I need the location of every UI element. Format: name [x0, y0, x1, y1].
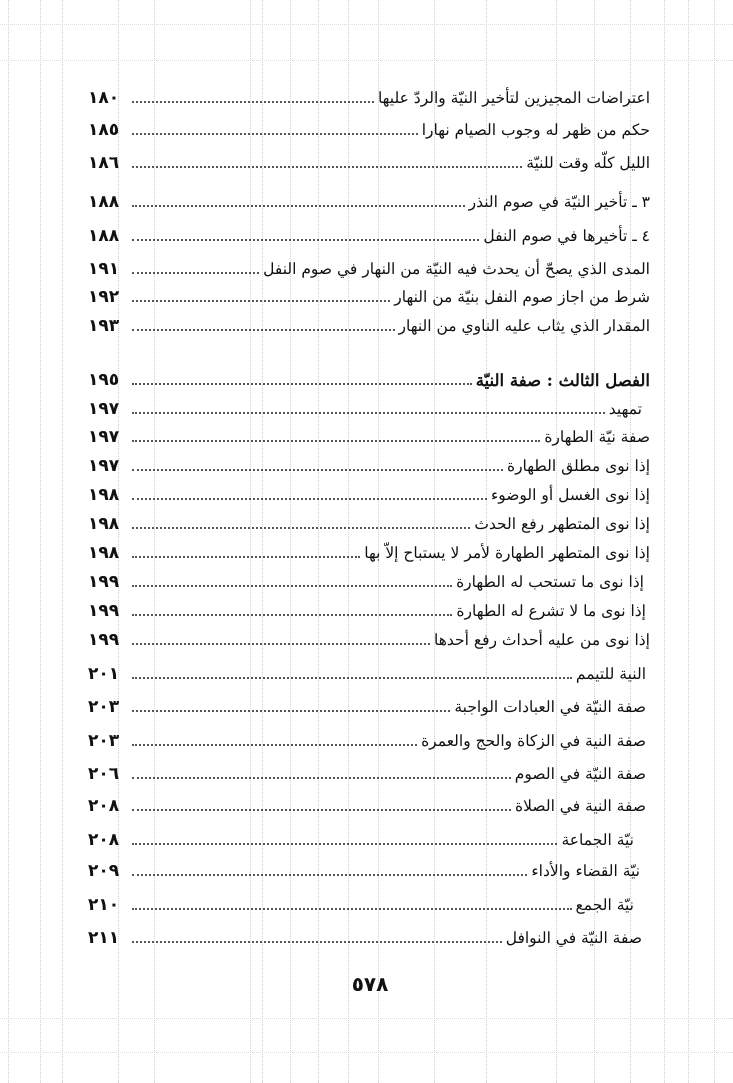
toc-entry [88, 694, 650, 720]
toc-entry [88, 256, 650, 282]
toc-entry [88, 892, 650, 918]
toc-entry-page: ١٩٣ [88, 316, 120, 336]
toc-entry [88, 598, 650, 624]
toc-entry-title: إذا نوى المتطهر الطهارة لأمر لا يستباح إلاّ بها [364, 544, 650, 562]
toc-entry [88, 189, 650, 215]
toc-entry [88, 728, 650, 754]
toc-entry-title: ٣ ـ تأخير النيّة في صوم النذر [468, 193, 650, 211]
toc-entry-page: ١٩٥ [88, 370, 120, 390]
dot-leader [132, 843, 557, 845]
toc-entry [88, 284, 650, 310]
dot-leader [132, 677, 572, 679]
toc-entry-page: ١٩٨ [88, 485, 120, 505]
toc-entry-title: نيّة الجماعة [561, 831, 634, 849]
toc-entry-title: إذا نوى ما لا تشرع له الطهارة [456, 602, 646, 620]
toc-entry-page: ٢٠٨ [88, 796, 120, 816]
toc-entry-title: صفة النيّة في الصوم [514, 765, 646, 783]
toc-entry-title: الفصل الثالث : صفة النيّة [475, 370, 650, 390]
toc-entry [88, 511, 650, 537]
toc-entry-title: إذا نوى الغسل أو الوضوء [490, 486, 650, 504]
toc-entry-page: ٢٠٣ [88, 697, 120, 717]
toc-entry-title: المقدار الذي يثاب عليه الناوي من النهار [398, 317, 650, 335]
toc-entry-title: ٤ ـ تأخيرها في صوم النفل [483, 227, 650, 245]
toc-entry [88, 223, 650, 249]
toc-entry-title: المدى الذي يصحّ أن يحدث فيه النيّة من النهار في صوم النفل [263, 260, 650, 278]
toc-entry-title: صفة النية في الصلاة [515, 797, 646, 815]
toc-entry-title: صفة النيّة في العبادات الواجبة [454, 698, 646, 716]
toc-entry-title: صفة النية في الزكاة والحج والعمرة [421, 732, 646, 750]
toc-entry-page: ١٩٨ [88, 543, 120, 563]
toc-entry-title: صفة النيّة في النوافل [505, 929, 642, 947]
toc-chapter-heading [88, 367, 650, 393]
dot-leader [132, 498, 487, 500]
toc-entry-title: الليل كلّه وقت للنيّة [526, 154, 650, 172]
toc-entry-page: ١٩٧ [88, 456, 120, 476]
dot-leader [132, 710, 450, 712]
dot-leader [132, 440, 540, 442]
toc-entry-page: ١٩٩ [88, 630, 120, 650]
toc-entry-page: ١٨٨ [88, 226, 120, 246]
toc-entry [88, 540, 650, 566]
toc-entry [88, 424, 650, 450]
dot-leader [132, 239, 479, 241]
dot-leader [132, 412, 605, 414]
toc-entry [88, 793, 650, 819]
toc-entry-page: ٢٠٨ [88, 830, 120, 850]
dot-leader [132, 166, 522, 168]
dot-leader [132, 205, 465, 207]
toc-entry-page: ٢٠٦ [88, 764, 120, 784]
toc-entry [88, 858, 650, 884]
toc-entry-page: ١٩٢ [88, 287, 120, 307]
toc-entry-page: ١٨٠ [88, 88, 120, 108]
toc-entry-page: ٢٠٩ [88, 861, 120, 881]
toc-entry-page: ١٩٩ [88, 601, 120, 621]
toc-entry-page: ١٩٩ [88, 572, 120, 592]
toc-entry-page: ١٩٨ [88, 514, 120, 534]
toc-entry-title: اعتراضات المجيزين لتأخير النيّة والردّ عليها [377, 89, 650, 107]
toc-entry [88, 453, 650, 479]
toc-entry [88, 661, 650, 687]
toc-entry-page: ١٩٧ [88, 427, 120, 447]
dot-leader [132, 585, 452, 587]
dot-leader [132, 383, 472, 385]
toc-entry [88, 827, 650, 853]
toc-entry [88, 761, 650, 787]
toc-entry-title: إذا نوى من عليه أحداث رفع أحدها [434, 631, 650, 649]
dot-leader [132, 329, 395, 331]
toc-entry-title: صفة نيّة الطهارة [544, 428, 650, 446]
dot-leader [132, 556, 360, 558]
dot-leader [132, 300, 390, 302]
toc-entry [88, 925, 650, 951]
dot-leader [132, 809, 511, 811]
dot-leader [132, 643, 430, 645]
dot-leader [132, 941, 502, 943]
toc-entry-page: ١٩٧ [88, 399, 120, 419]
dot-leader [132, 527, 470, 529]
toc-entry-page: ١٨٨ [88, 192, 120, 212]
toc-entry [88, 117, 650, 143]
dot-leader [132, 272, 259, 274]
toc-entry [88, 396, 650, 422]
toc-entry-page: ٢١١ [88, 928, 120, 948]
toc-entry-page: ١٨٦ [88, 153, 120, 173]
dot-leader [132, 133, 418, 135]
toc-entry-title: شرط من اجاز صوم النفل بنيّة من النهار [394, 288, 650, 306]
toc-entry-page: ٢٠١ [88, 664, 120, 684]
toc-entry [88, 85, 650, 111]
dot-leader [132, 777, 511, 779]
toc-entry-title: إذا نوى المتطهر رفع الحدث [474, 515, 650, 533]
dot-leader [132, 744, 417, 746]
dot-leader [132, 908, 572, 910]
toc-entry [88, 627, 650, 653]
toc-entry [88, 150, 650, 176]
toc-entry [88, 313, 650, 339]
toc-entry-page: ١٩١ [88, 259, 120, 279]
toc-entry-title: النية للتيمم [575, 665, 646, 683]
toc-entry-page: ١٨٥ [88, 120, 120, 140]
toc-entry-title: نيّة القضاء والأداء [531, 862, 640, 880]
toc-entry-title: إذا نوى مطلق الطهارة [506, 457, 650, 475]
toc-entry-title: إذا نوى ما تستحب له الطهارة [456, 573, 644, 591]
toc-entry-title: تمهيد [608, 400, 642, 418]
dot-leader [132, 101, 374, 103]
toc-entry-title: نيّة الجمع [575, 896, 634, 914]
toc-entry [88, 482, 650, 508]
toc-entry [88, 569, 650, 595]
page-number: ٥٧٨ [351, 972, 389, 996]
toc-entry-page: ٢٠٣ [88, 731, 120, 751]
dot-leader [132, 874, 527, 876]
dot-leader [132, 614, 452, 616]
toc-entry-title: حكم من ظهر له وجوب الصيام نهارا [421, 121, 650, 139]
dot-leader [132, 469, 503, 471]
toc-entry-page: ٢١٠ [88, 895, 120, 915]
